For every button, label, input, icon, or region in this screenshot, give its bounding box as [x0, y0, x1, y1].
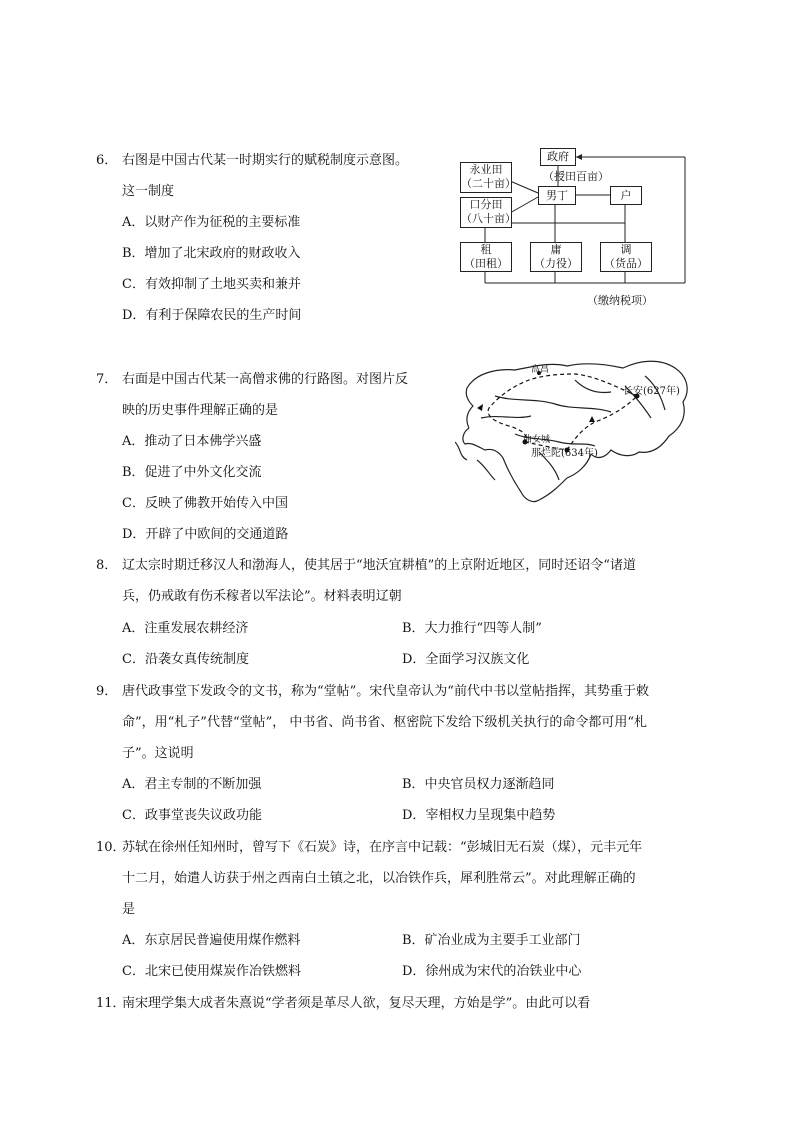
question-9-line2: 命”，用“札子”代替“堂帖”， 中书省、尚书省、枢密院下发给下级机关执行的命令都可用“札: [122, 715, 648, 730]
zu-desc: （田租）: [464, 257, 508, 270]
gaochang-label: 高昌: [531, 365, 550, 375]
monk-route-map: [455, 356, 700, 511]
nalanda-label: 那烂陀(634年): [531, 448, 598, 459]
diao-desc: （货品）: [604, 257, 648, 270]
koufen-area: （八十亩）: [461, 212, 516, 225]
question-6-line1: [96, 149, 408, 168]
option-c: C．北宋已使用煤炭作冶铁燃料: [122, 964, 301, 979]
kannauj-label: 曲女城: [523, 435, 551, 445]
yong-box: [530, 242, 582, 272]
option-a: A．东京居民普遍使用煤作燃料: [122, 933, 301, 948]
zu-box: [460, 242, 512, 272]
option-b: B．大力推行“四等人制”: [402, 621, 542, 636]
question-6-line2: 这一制度: [122, 184, 175, 199]
changan-label: 长安(627年): [623, 386, 680, 397]
question-number: 9．: [96, 684, 118, 699]
question-number: 6．: [96, 153, 118, 168]
option-b: B．中央官员权力逐渐趋同: [402, 777, 555, 792]
koufen-field-box: [460, 197, 516, 228]
option-d: D．宰相权力呈现集中趋势: [402, 808, 556, 823]
option-d: D．开辟了中欧间的交通道路: [122, 527, 289, 542]
option-a: A．以财产作为征税的主要标准: [122, 215, 301, 230]
yongye-field-box: [460, 162, 516, 193]
diao-label: 调: [620, 243, 632, 256]
household-box: 户: [610, 186, 642, 205]
option-c: C．反映了佛教开始传入中国: [122, 496, 288, 511]
option-c: C．有效抑制了土地买卖和兼并: [122, 277, 301, 292]
question-9-line3: 子”。这说明: [122, 746, 194, 761]
yong-desc: （力役）: [534, 257, 578, 270]
question-text: 南宋理学集大成者朱熹说“学者须是革尽人欲，复尽天理，方始是学”。由此可以看: [122, 996, 591, 1011]
question-7-line1: [96, 368, 408, 387]
question-9-line1: [96, 680, 649, 699]
yongye-label: 永业田: [469, 163, 503, 176]
male-box: 男丁: [538, 186, 576, 205]
question-text: 辽太宗时期迁移汉人和渤海人，使其居于“地沃宜耕植”的上京附近地区，同时还诏令“诸道: [122, 558, 636, 573]
option-c: C．沿袭女真传统制度: [122, 652, 249, 667]
route-map-drawing: [455, 356, 700, 511]
option-b: B．促进了中外文化交流: [122, 465, 262, 480]
option-b: B．增加了北宋政府的财政收入: [122, 246, 301, 261]
diao-box: [600, 242, 652, 272]
question-10-line1: [96, 836, 642, 855]
question-11-line1: [96, 992, 590, 1011]
question-8-line1: [96, 554, 636, 573]
question-text: 右面是中国古代某一高僧求佛的行路图。对图片反: [122, 372, 409, 387]
option-c: C．政事堂丧失议政功能: [122, 808, 262, 823]
question-number: 11．: [96, 996, 126, 1011]
question-10-line3: 是: [122, 902, 136, 917]
question-text: 唐代政事堂下发政令的文书，称为“堂帖”。宋代皇帝认为“前代中书以堂帖指挥，其势重于敕: [122, 684, 649, 699]
question-text: 右图是中国古代某一时期实行的赋税制度示意图。: [122, 153, 409, 168]
option-d: D．有利于保障农民的生产时间: [122, 308, 302, 323]
question-number: 8．: [96, 558, 118, 573]
question-8-line2: 兵，仍戒敢有伤禾稼者以军法论”。材料表明辽朝: [122, 589, 402, 604]
question-number: 7．: [96, 372, 118, 387]
option-a: A．君主专制的不断加强: [122, 777, 262, 792]
question-text: 苏轼在徐州任知州时，曾写下《石炭》诗，在序言中记载：“彭城旧无石炭（煤），元丰元年: [122, 840, 643, 855]
tax-system-diagram: [455, 143, 695, 313]
option-d: D．全面学习汉族文化: [402, 652, 530, 667]
option-b: B．矿冶业成为主要手工业部门: [402, 933, 581, 948]
government-box: 政府: [540, 148, 576, 166]
grant-label: （授田百亩）: [543, 170, 609, 183]
question-number: 10．: [96, 840, 126, 855]
koufen-label: 口分田: [469, 198, 503, 211]
option-a: A．注重发展农耕经济: [122, 621, 249, 636]
yongye-area: （二十亩）: [461, 177, 516, 190]
payment-label: （缴纳税项）: [587, 294, 653, 307]
zu-label: 租: [480, 243, 492, 256]
yong-label: 庸: [550, 243, 562, 256]
question-7-line2: 映的历史事件理解正确的是: [122, 403, 279, 418]
option-d: D．徐州成为宋代的冶铁业中心: [402, 964, 582, 979]
option-a: A．推动了日本佛学兴盛: [122, 434, 262, 449]
question-10-line2: 十二月，始遣人访获于州之西南白土镇之北，以冶铁作兵，犀利胜常云”。对此理解正确的: [122, 871, 636, 886]
